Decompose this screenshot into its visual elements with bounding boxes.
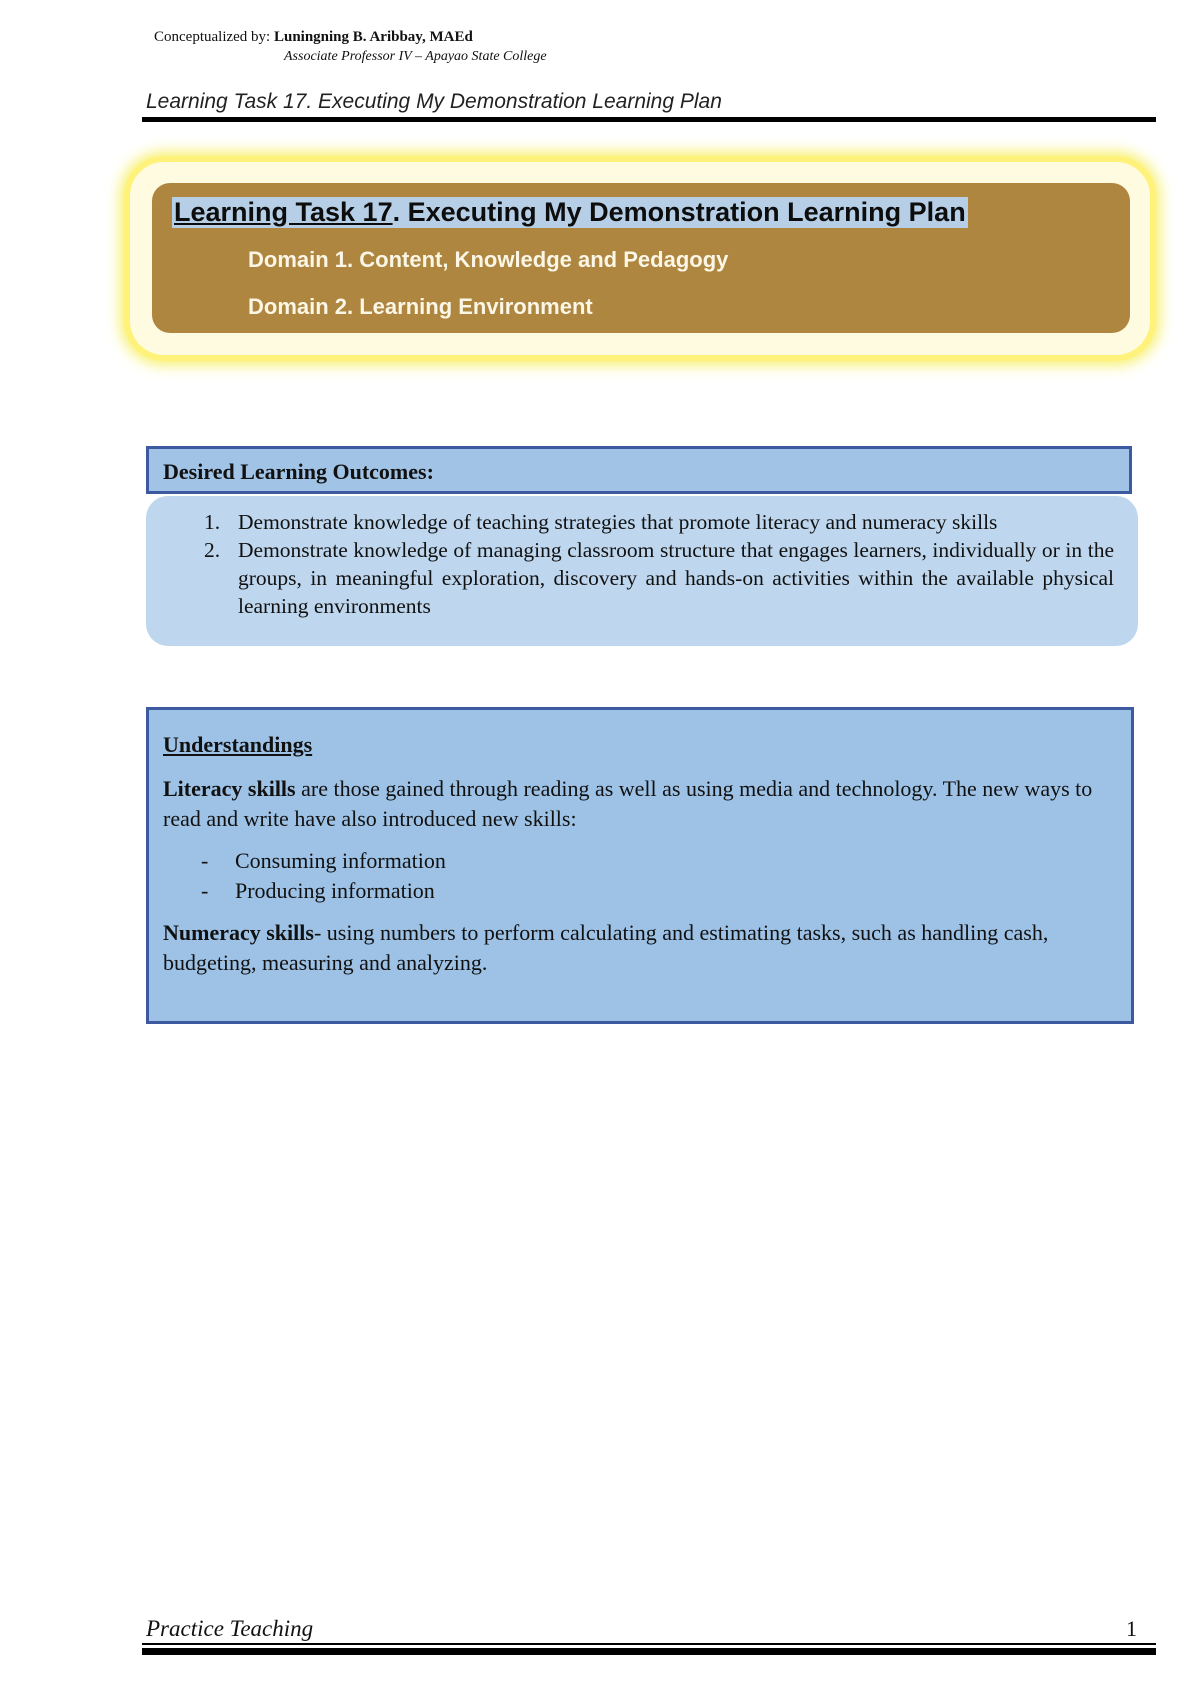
banner-title-underlined: Learning Task 17	[174, 197, 393, 227]
list-item: - Consuming information	[201, 848, 446, 873]
credit-line	[154, 28, 547, 64]
outcomes-body	[146, 496, 1138, 646]
footer-title: Practice Teaching	[146, 1616, 314, 1641]
list-text: Demonstrate knowledge of teaching strategies that promote literacy and numeracy skills	[238, 510, 998, 534]
running-header-title: Learning Task 17. Executing My Demonstration Learning Plan	[146, 90, 722, 113]
outcomes-heading-box	[146, 446, 1132, 494]
understandings-box	[146, 707, 1134, 1024]
credit-author: Luningning B. Aribbay, MAEd	[273, 29, 473, 45]
numeracy-paragraph	[163, 918, 1113, 978]
banner-title	[172, 197, 968, 228]
list-number: 1.	[204, 510, 221, 534]
bullet-text: Producing information	[235, 878, 435, 903]
banner-title-rest: . Executing My Demonstration Learning Plan	[392, 197, 966, 227]
list-item	[204, 508, 1114, 536]
literacy-paragraph	[163, 774, 1113, 834]
list-text: Demonstrate knowledge of managing classroom structure that engages learners, individually or in the groups, in meaningful exploration, discovery and hands-on activities within the available physical learning environments	[238, 538, 1114, 618]
list-item: - Producing information	[201, 878, 435, 903]
outcomes-heading: Desired Learning Outcomes:	[163, 459, 434, 484]
banner-domain-1: Domain 1. Content, Knowledge and Pedagogy	[248, 247, 729, 272]
numeracy-term: Numeracy skills	[163, 920, 314, 945]
outcomes-list	[204, 508, 1114, 620]
footer-rule-thick	[142, 1648, 1156, 1655]
list-item	[204, 536, 1114, 620]
credit-affiliation: Associate Professor IV – Apayao State College	[284, 49, 547, 64]
bullet-text: Consuming information	[235, 848, 446, 873]
banner-domain-2: Domain 2. Learning Environment	[248, 294, 593, 319]
credit-prefix: Conceptualized by:	[154, 29, 274, 45]
understandings-heading: Understandings	[163, 732, 313, 757]
literacy-term: Literacy skills	[163, 776, 296, 801]
literacy-text: are those gained through reading as well as using media and technology. The new ways to read and write have also introduced new skills:	[163, 776, 1093, 831]
numeracy-text: - using numbers to perform calculating and estimating tasks, such as handling cash, budgeting, measuring and analyzing.	[163, 920, 1049, 975]
page-number: 1	[1126, 1616, 1137, 1641]
header-rule	[142, 117, 1156, 122]
task-banner	[152, 183, 1130, 333]
list-number: 2.	[204, 538, 221, 562]
footer-rule-thin	[142, 1643, 1156, 1645]
skills-list	[163, 846, 1113, 906]
